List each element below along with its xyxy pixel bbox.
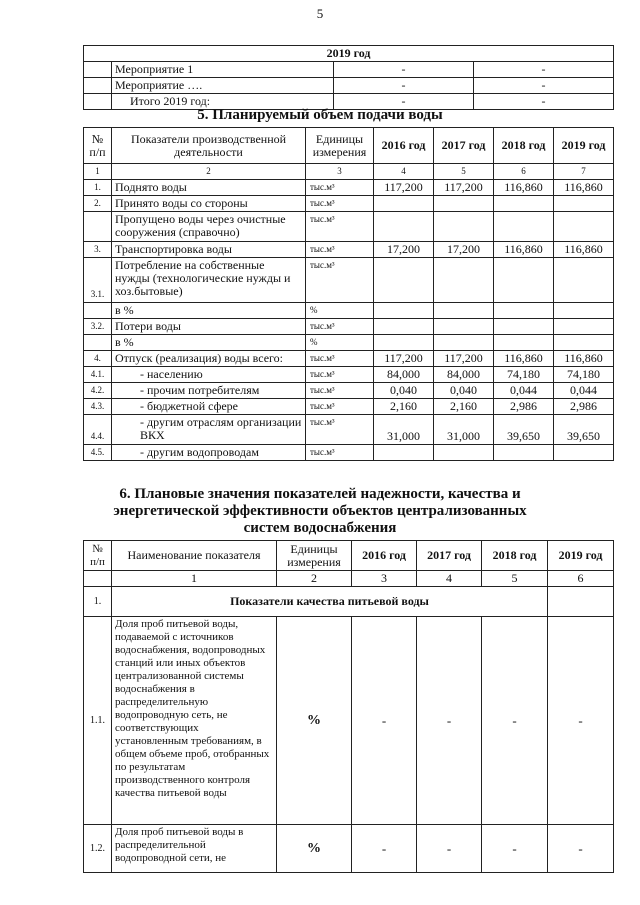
row-label: Потери воды xyxy=(112,319,306,335)
row-value: 31,000 xyxy=(374,415,434,445)
indicator-value: - xyxy=(417,617,482,825)
header-number: № п/п xyxy=(84,128,112,164)
row-value xyxy=(494,335,554,351)
row-value xyxy=(554,258,614,303)
row-value: 117,200 xyxy=(374,180,434,196)
indicator-value: - xyxy=(352,617,417,825)
row-number: 4.2. xyxy=(84,383,112,399)
row-unit: тыс.м³ xyxy=(306,367,374,383)
row-number: 3. xyxy=(84,242,112,258)
row-value xyxy=(374,303,434,319)
row-number xyxy=(84,212,112,242)
col-number: 4 xyxy=(374,164,434,180)
row-label: Потребление на собственные нужды (технологические нужды и хоз.бытовые) xyxy=(112,258,306,303)
row-value: 2,986 xyxy=(554,399,614,415)
col-number: 1 xyxy=(84,164,112,180)
group-title: Показатели качества питьевой воды xyxy=(112,587,548,617)
row-unit: тыс.м³ xyxy=(306,180,374,196)
row-label: - прочим потребителям xyxy=(112,383,306,399)
row-value: 74,180 xyxy=(494,367,554,383)
row-value xyxy=(554,445,614,461)
header-year: 2017 год xyxy=(434,128,494,164)
header-year: 2016 год xyxy=(352,541,417,571)
row-value xyxy=(494,212,554,242)
indicator-value: - xyxy=(352,825,417,873)
row-value xyxy=(434,303,494,319)
row-value: 2,986 xyxy=(494,399,554,415)
row-number: 1. xyxy=(84,180,112,196)
row-value: 2,160 xyxy=(374,399,434,415)
row-value xyxy=(554,303,614,319)
top-row-label: Итого 2019 год: xyxy=(112,94,334,110)
top-row-label: Мероприятие …. xyxy=(112,78,334,94)
indicator-unit: % xyxy=(277,617,352,825)
section5-rows xyxy=(84,180,614,461)
group-number: 1. xyxy=(84,587,112,617)
row-value xyxy=(554,196,614,212)
header-year: 2019 год xyxy=(548,541,614,571)
row-value: 0,040 xyxy=(374,383,434,399)
indicator-unit: % xyxy=(277,825,352,873)
row-value: 117,200 xyxy=(434,180,494,196)
row-unit: тыс.м³ xyxy=(306,445,374,461)
row-unit: % xyxy=(306,335,374,351)
header-indicator-name: Наименование показателя xyxy=(112,541,277,571)
row-label: Отпуск (реализация) воды всего: xyxy=(112,351,306,367)
col-number: 5 xyxy=(482,571,548,587)
row-number: 3.2. xyxy=(84,319,112,335)
col-number: 2 xyxy=(277,571,352,587)
col-number: 5 xyxy=(434,164,494,180)
row-value xyxy=(434,196,494,212)
row-value: 17,200 xyxy=(434,242,494,258)
indicator-value: - xyxy=(482,617,548,825)
row-number: 1.2. xyxy=(84,825,112,873)
header-number: № п/п xyxy=(84,541,112,571)
indicator-value: - xyxy=(548,617,614,825)
row-value: 116,860 xyxy=(554,351,614,367)
section6-title: 6. Плановые значения показателей надежности, качества и энергетической эффективности объектов централизованных систем водоснабжения xyxy=(113,486,527,536)
indicator-text: Доля проб питьевой воды, подаваемой с источников водоснабжения, водопроводных станций или иных объектов централизованной системы водоснабжения в распределительную водопроводную сеть, не соответствующих установленным требованиям, в общем объеме проб, отобранных по результатам производственного контроля качества питьевой воды xyxy=(112,617,277,825)
indicator-value: - xyxy=(482,825,548,873)
row-number: 4.3. xyxy=(84,399,112,415)
row-value xyxy=(554,212,614,242)
header-year: 2016 год xyxy=(374,128,434,164)
table-row xyxy=(84,335,614,351)
row-value: 74,180 xyxy=(554,367,614,383)
table-row xyxy=(84,415,614,445)
row-number: 4.5. xyxy=(84,445,112,461)
top-row-value: - xyxy=(474,78,614,94)
row-unit: тыс.м³ xyxy=(306,242,374,258)
row-value xyxy=(434,258,494,303)
row-value: 116,860 xyxy=(494,180,554,196)
header-year: 2019 год xyxy=(554,128,614,164)
table-row xyxy=(84,383,614,399)
row-label: - другим водопроводам xyxy=(112,445,306,461)
table-row xyxy=(84,180,614,196)
top-row-value: - xyxy=(474,94,614,110)
row-value xyxy=(494,445,554,461)
table-row xyxy=(84,212,614,242)
table-row xyxy=(84,196,614,212)
table-row xyxy=(84,399,614,415)
row-value: 117,200 xyxy=(374,351,434,367)
col-number: 3 xyxy=(352,571,417,587)
row-value xyxy=(434,335,494,351)
page-number: 5 xyxy=(316,6,324,21)
col-number: 6 xyxy=(494,164,554,180)
section5-title: 5. Планируемый объем подачи воды xyxy=(197,107,443,123)
row-value xyxy=(434,445,494,461)
year-header: 2019 год xyxy=(84,46,614,62)
row-value xyxy=(494,258,554,303)
row-label: Пропущено воды через очистные сооружения (справочно) xyxy=(112,212,306,242)
row-value: 39,650 xyxy=(494,415,554,445)
indicator-value: - xyxy=(548,825,614,873)
row-number: 2. xyxy=(84,196,112,212)
row-value: 39,650 xyxy=(554,415,614,445)
table-row xyxy=(84,319,614,335)
row-value: 17,200 xyxy=(374,242,434,258)
row-value xyxy=(494,319,554,335)
row-unit: тыс.м³ xyxy=(306,351,374,367)
table-row xyxy=(84,242,614,258)
row-unit: тыс.м³ xyxy=(306,196,374,212)
row-value xyxy=(494,196,554,212)
top-row-value: - xyxy=(474,62,614,78)
row-value xyxy=(374,196,434,212)
row-unit: % xyxy=(306,303,374,319)
row-label: в % xyxy=(112,303,306,319)
row-label: Принято воды со стороны xyxy=(112,196,306,212)
row-value xyxy=(374,212,434,242)
row-number xyxy=(84,303,112,319)
row-label: Транспортировка воды xyxy=(112,242,306,258)
top-row-label: Мероприятие 1 xyxy=(112,62,334,78)
row-value: 31,000 xyxy=(434,415,494,445)
row-label: - бюджетной сфере xyxy=(112,399,306,415)
indicator-value: - xyxy=(417,825,482,873)
row-value xyxy=(374,319,434,335)
col-number: 1 xyxy=(112,571,277,587)
section5-table xyxy=(83,127,614,461)
col-number: 7 xyxy=(554,164,614,180)
section6-table xyxy=(83,540,614,873)
table-row xyxy=(84,367,614,383)
row-label: - другим отраслям организации ВКХ xyxy=(112,415,306,445)
row-unit: тыс.м³ xyxy=(306,212,374,242)
row-value: 0,044 xyxy=(554,383,614,399)
row-label: в % xyxy=(112,335,306,351)
row-value xyxy=(494,303,554,319)
row-value: 0,044 xyxy=(494,383,554,399)
row-label: - населению xyxy=(112,367,306,383)
row-value xyxy=(554,335,614,351)
row-value: 116,860 xyxy=(554,180,614,196)
table-row xyxy=(84,303,614,319)
row-unit: тыс.м³ xyxy=(306,399,374,415)
header-unit: Единицы измерения xyxy=(277,541,352,571)
row-unit: тыс.м³ xyxy=(306,383,374,399)
row-value xyxy=(434,212,494,242)
col-number: 6 xyxy=(548,571,614,587)
row-number: 4.4. xyxy=(84,415,112,445)
top-row-value: - xyxy=(334,94,474,110)
row-value xyxy=(554,319,614,335)
row-unit: тыс.м³ xyxy=(306,258,374,303)
row-value: 2,160 xyxy=(434,399,494,415)
row-value: 116,860 xyxy=(494,242,554,258)
col-number: 2 xyxy=(112,164,306,180)
row-value: 84,000 xyxy=(374,367,434,383)
row-value: 0,040 xyxy=(434,383,494,399)
row-value xyxy=(374,258,434,303)
top-row-value: - xyxy=(334,78,474,94)
table-row xyxy=(84,445,614,461)
row-unit: тыс.м³ xyxy=(306,415,374,445)
row-value xyxy=(374,335,434,351)
row-number: 3.1. xyxy=(84,258,112,303)
indicator-text: Доля проб питьевой воды в распределительной водопроводной сети, не xyxy=(112,825,277,873)
top-row-value: - xyxy=(334,62,474,78)
col-number xyxy=(84,571,112,587)
col-number: 3 xyxy=(306,164,374,180)
row-label: Поднято воды xyxy=(112,180,306,196)
header-indicator: Показатели производственной деятельности xyxy=(112,128,306,164)
row-value: 117,200 xyxy=(434,351,494,367)
header-year: 2018 год xyxy=(494,128,554,164)
table-row xyxy=(84,351,614,367)
row-value: 116,860 xyxy=(494,351,554,367)
row-number: 1.1. xyxy=(84,617,112,825)
row-number xyxy=(84,335,112,351)
row-value xyxy=(434,319,494,335)
row-unit: тыс.м³ xyxy=(306,319,374,335)
table-row xyxy=(84,258,614,303)
row-number: 4. xyxy=(84,351,112,367)
row-value: 84,000 xyxy=(434,367,494,383)
header-unit: Единицы измерения xyxy=(306,128,374,164)
header-year: 2018 год xyxy=(482,541,548,571)
header-year: 2017 год xyxy=(417,541,482,571)
row-value xyxy=(374,445,434,461)
top-table xyxy=(83,45,614,110)
row-value: 116,860 xyxy=(554,242,614,258)
row-number: 4.1. xyxy=(84,367,112,383)
col-number: 4 xyxy=(417,571,482,587)
